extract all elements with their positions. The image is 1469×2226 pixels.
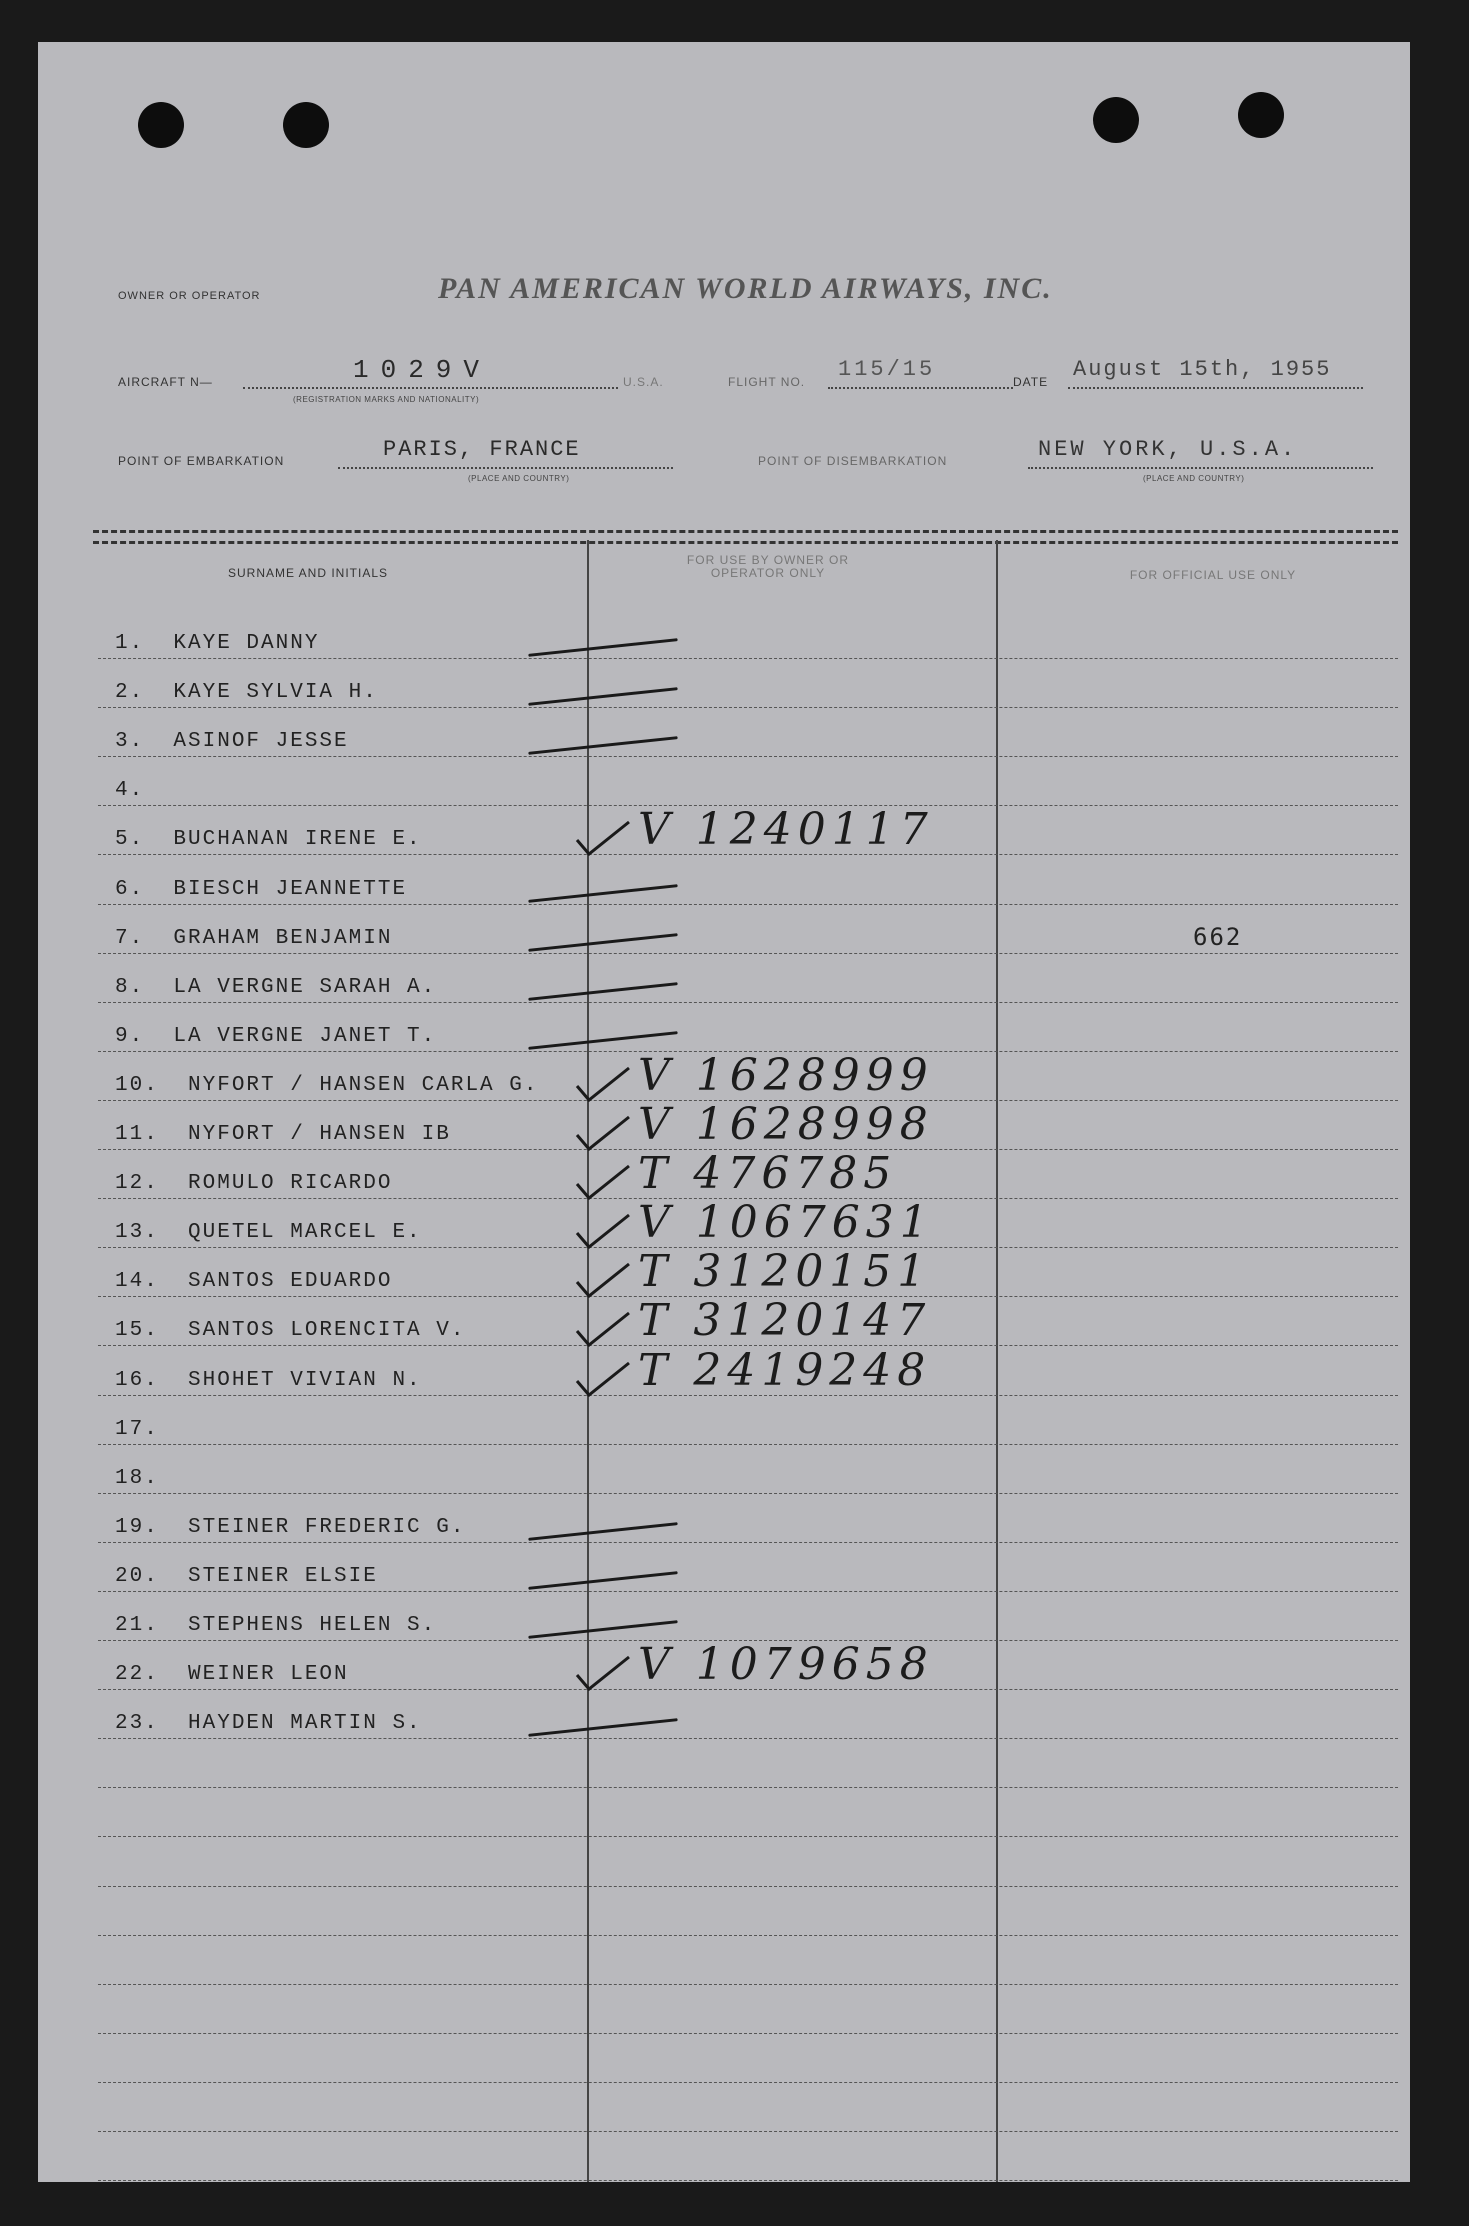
pen-check-mark	[573, 1260, 633, 1300]
passport-number: T 3120147	[638, 1295, 932, 1347]
passenger-name: 8. LA VERGNE SARAH A.	[115, 975, 437, 999]
passenger-name: 3. ASINOF JESSE	[115, 730, 349, 754]
ruled-line	[98, 953, 1398, 954]
passenger-name: 18.	[115, 1466, 189, 1490]
passenger-name: 14. SANTOS EDUARDO	[115, 1270, 393, 1294]
flight-label: FLIGHT NO.	[728, 375, 806, 389]
aircraft-sublabel: (REGISTRATION MARKS AND NATIONALITY)	[293, 395, 480, 404]
header-separator	[93, 530, 1398, 544]
passenger-name: 15. SANTOS LORENCITA V.	[115, 1319, 466, 1343]
disembark-value: NEW YORK, U.S.A.	[1038, 437, 1298, 462]
pen-dash-mark	[528, 1031, 677, 1050]
passport-number: T 476785	[638, 1148, 898, 1200]
punch-hole-right-2	[1238, 92, 1284, 138]
ruled-line	[98, 2180, 1398, 2181]
pen-dash-mark	[528, 1620, 677, 1639]
col-head-official-use: FOR OFFICIAL USE ONLY	[1129, 568, 1297, 582]
pen-dash-mark	[528, 1522, 677, 1541]
passenger-name: 23. HAYDEN MARTIN S.	[115, 1712, 422, 1736]
ruled-line	[98, 1787, 1398, 1788]
disembark-label: POINT OF DISEMBARKATION	[758, 454, 948, 468]
passport-number: V 1628998	[638, 1099, 934, 1150]
ruled-line	[98, 756, 1398, 757]
punch-hole-left-2	[283, 102, 329, 148]
flight-value: 115/15	[838, 357, 936, 382]
ruled-line	[98, 1886, 1398, 1887]
passenger-name: 10. NYFORT / HANSEN CARLA G.	[115, 1073, 539, 1097]
punch-hole-left-1	[138, 102, 184, 148]
passenger-name: 20. STEINER ELSIE	[115, 1564, 378, 1588]
ruled-line	[98, 2082, 1398, 2083]
ruled-line	[98, 1984, 1398, 1985]
pen-dash-mark	[528, 1718, 677, 1737]
ruled-line	[98, 2033, 1398, 2034]
passenger-name: 11. NYFORT / HANSEN IB	[115, 1123, 451, 1146]
disembark-sublabel: (PLACE AND COUNTRY)	[1143, 474, 1245, 483]
pen-check-mark	[573, 1309, 633, 1349]
pen-dash-mark	[528, 982, 677, 1001]
pen-dash-mark	[528, 736, 677, 755]
passenger-name: 9. LA VERGNE JANET T.	[115, 1024, 437, 1048]
passenger-name: 13. QUETEL MARCEL E.	[115, 1221, 422, 1245]
pen-check-mark	[573, 1113, 633, 1153]
ruled-line	[98, 658, 1398, 659]
ruled-line	[98, 1935, 1398, 1936]
passenger-name: 4.	[115, 779, 174, 803]
pen-dash-mark	[528, 1571, 677, 1590]
aircraft-field-line	[243, 387, 618, 389]
embark-label: POINT OF EMBARKATION	[118, 454, 285, 468]
ruled-line	[98, 707, 1398, 708]
passenger-name: 19. STEINER FREDERIC G.	[115, 1515, 466, 1539]
passenger-name: 5. BUCHANAN IRENE E.	[115, 828, 422, 852]
column-divider-2	[996, 540, 998, 2182]
date-label: DATE	[1013, 375, 1049, 389]
disembark-field-line	[1028, 467, 1373, 469]
flight-field-line	[828, 387, 1013, 389]
passenger-name: 1. KAYE DANNY	[115, 632, 320, 655]
passport-number: V 1240117	[638, 804, 934, 856]
punch-hole-right-1	[1093, 97, 1139, 143]
pen-dash-mark	[528, 884, 677, 903]
pen-dash-mark	[528, 638, 677, 657]
embark-field-line	[338, 467, 673, 469]
passenger-name: 12. ROMULO RICARDO	[115, 1172, 393, 1196]
ruled-line	[98, 1493, 1398, 1494]
embark-sublabel: (PLACE AND COUNTRY)	[468, 474, 570, 483]
passenger-name: 2. KAYE SYLVIA H.	[115, 681, 378, 705]
pen-check-mark	[573, 1359, 633, 1399]
pen-check-mark	[573, 1064, 633, 1104]
ruled-line	[98, 2131, 1398, 2132]
passenger-name: 6. BIESCH JEANNETTE	[115, 877, 408, 901]
official-use-value: 662	[1193, 922, 1243, 951]
owner-value: PAN AMERICAN WORLD AIRWAYS, INC.	[438, 272, 1053, 305]
usa-label: U.S.A.	[623, 375, 664, 389]
ruled-line	[98, 1738, 1398, 1739]
passenger-name: 22. WEINER LEON	[115, 1663, 349, 1687]
pen-dash-mark	[528, 933, 677, 952]
passenger-name: 7. GRAHAM BENJAMIN	[115, 926, 393, 950]
passport-number: V 1079658	[638, 1639, 934, 1691]
pen-check-mark	[573, 1211, 633, 1251]
passport-number: V 1067631	[638, 1197, 934, 1249]
pen-check-mark	[573, 818, 633, 858]
ruled-line	[98, 1002, 1398, 1003]
passenger-name: 21. STEPHENS HELEN S.	[115, 1614, 437, 1637]
passport-number: T 2419248	[638, 1344, 932, 1396]
ruled-line	[98, 1444, 1398, 1445]
col-head-owner-use: FOR USE BY OWNER OR OPERATOR ONLY	[686, 553, 850, 580]
passenger-name: 17.	[115, 1417, 189, 1441]
ruled-line	[98, 1836, 1398, 1837]
pen-check-mark	[573, 1162, 633, 1202]
ruled-line	[98, 1542, 1398, 1543]
aircraft-value: 1029V	[353, 355, 492, 385]
col-head-surname: SURNAME AND INITIALS	[227, 566, 389, 580]
pen-check-mark	[573, 1653, 633, 1693]
passport-number: T 3120151	[638, 1246, 932, 1298]
date-value: August 15th, 1955	[1073, 357, 1332, 382]
manifest-sheet	[38, 42, 1410, 2182]
passport-number: V 1628999	[638, 1049, 934, 1101]
passenger-name: 16. SHOHET VIVIAN N.	[115, 1368, 422, 1392]
ruled-line	[98, 904, 1398, 905]
date-field-line	[1068, 387, 1363, 389]
aircraft-label: AIRCRAFT N—	[118, 375, 213, 389]
pen-dash-mark	[528, 687, 677, 706]
embark-value: PARIS, FRANCE	[383, 437, 581, 462]
ruled-line	[98, 1591, 1398, 1592]
owner-label: OWNER OR OPERATOR	[118, 290, 261, 302]
